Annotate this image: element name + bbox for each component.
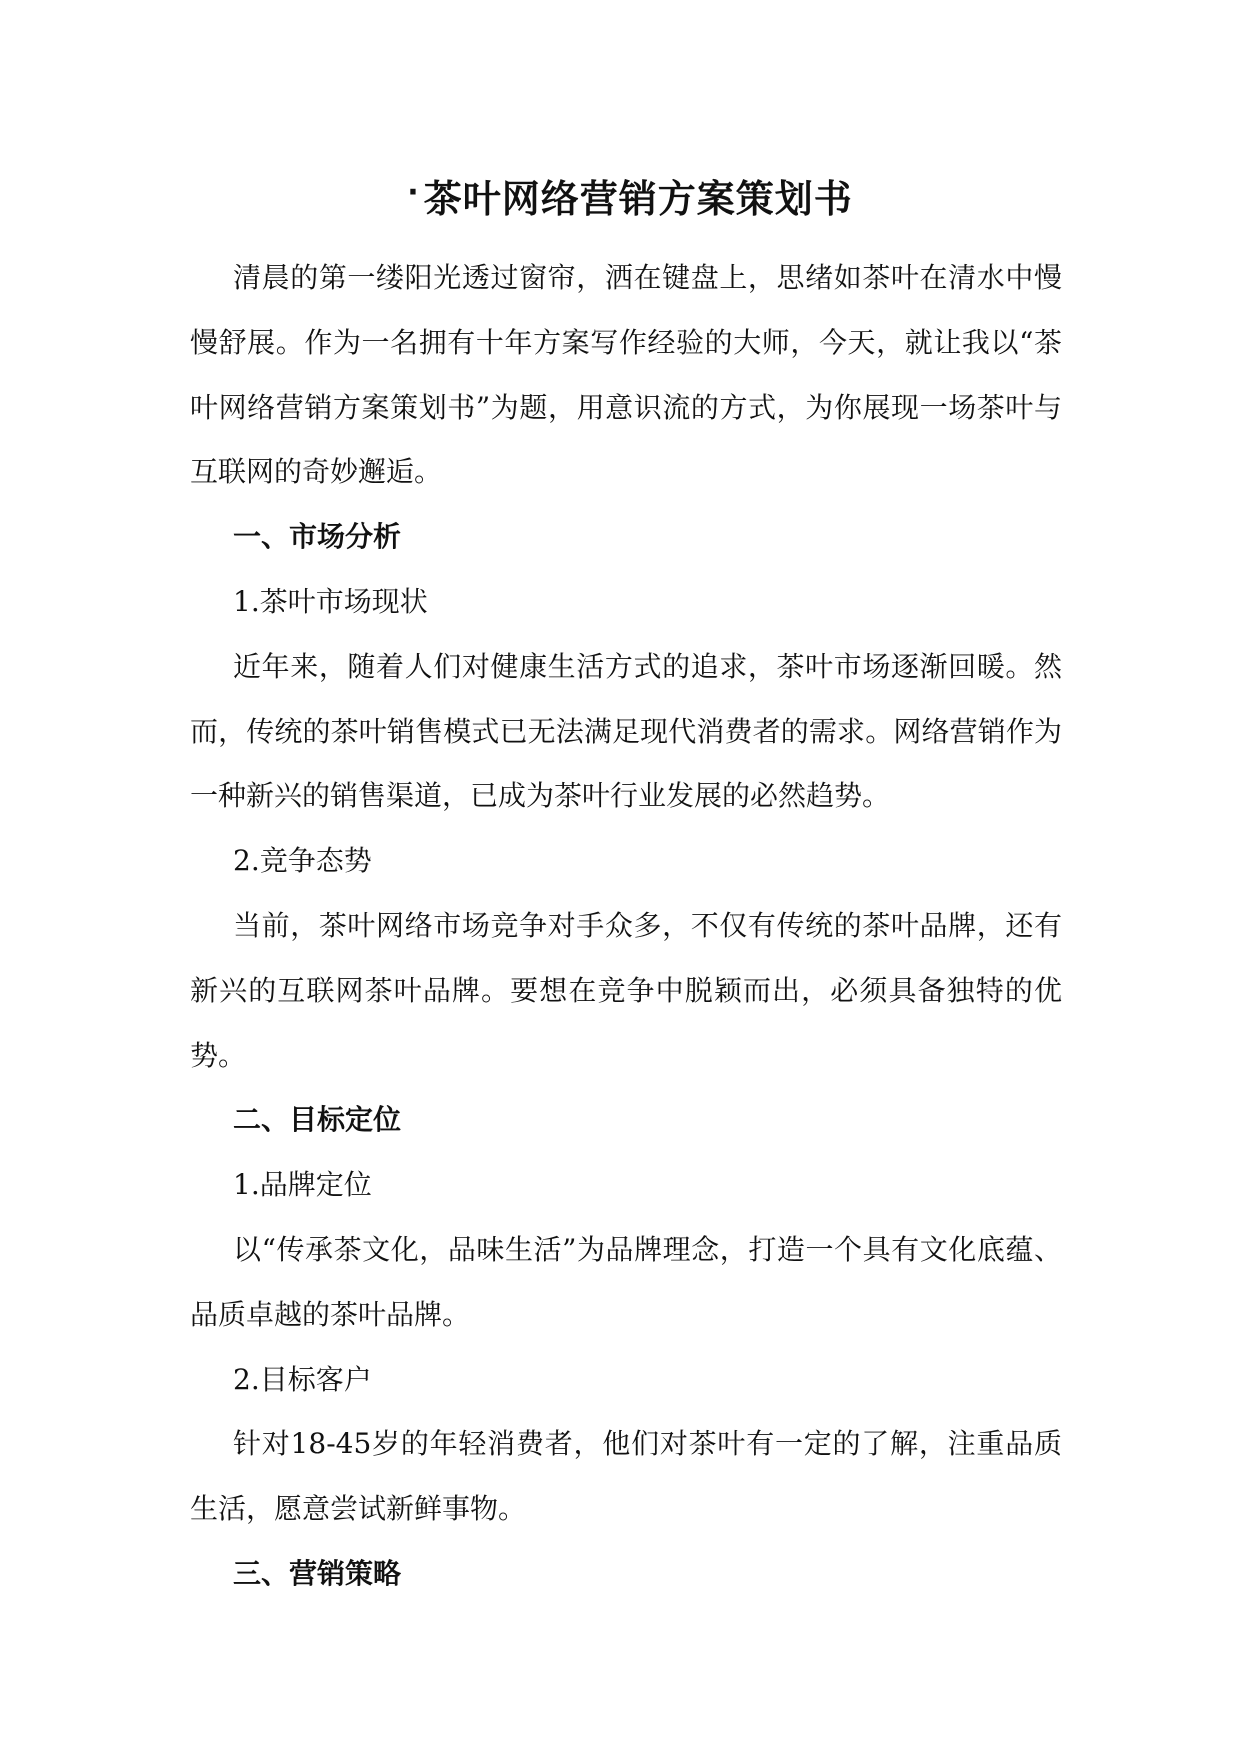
subsection-heading-market-status: 1.茶叶市场现状 <box>233 584 428 618</box>
document-title <box>190 168 1062 230</box>
intro-paragraph: 清晨的第一缕阳光透过窗帘，洒在键盘上，思绪如茶叶在清水中慢慢舒展。作为一名拥有十年方案写作经验的大师，今天，就让我以“茶叶网络营销方案策划书”为题，用意识流的方式，为你展现一场茶叶与互联网的奇妙邂逅。 <box>190 261 1062 489</box>
document-title-text: 茶叶网络营销方案策划书 <box>423 177 853 221</box>
paragraph-target-customers: 针对18-45岁的年轻消费者，他们对茶叶有一定的了解，注重品质生活，愿意尝试新鲜事物。 <box>190 1427 1062 1526</box>
title-mark: · <box>407 175 420 210</box>
section-heading-target-positioning: 二、目标定位 <box>233 1103 402 1137</box>
section-heading-marketing-strategy: 三、营销策略 <box>233 1556 402 1590</box>
paragraph-market-status: 近年来，随着人们对健康生活方式的追求，茶叶市场逐渐回暖。然而，传统的茶叶销售模式已无法满足现代消费者的需求。网络营销作为一种新兴的销售渠道，已成为茶叶行业发展的必然趋势。 <box>190 649 1062 813</box>
subsection-heading-brand-positioning: 1.品牌定位 <box>233 1168 372 1202</box>
subsection-heading-competition: 2.竞争态势 <box>233 844 372 878</box>
document-page <box>190 168 1062 1607</box>
subsection-heading-target-customers: 2.目标客户 <box>233 1362 372 1396</box>
paragraph-brand-positioning: 以“传承茶文化，品味生活”为品牌理念，打造一个具有文化底蕴、品质卓越的茶叶品牌。 <box>190 1232 1062 1331</box>
section-heading-market-analysis: 一、市场分析 <box>233 520 402 554</box>
paragraph-competition: 当前，茶叶网络市场竞争对手众多，不仅有传统的茶叶品牌，还有新兴的互联网茶叶品牌。要想在竞争中脱颖而出，必须具备独特的优势。 <box>190 908 1062 1072</box>
